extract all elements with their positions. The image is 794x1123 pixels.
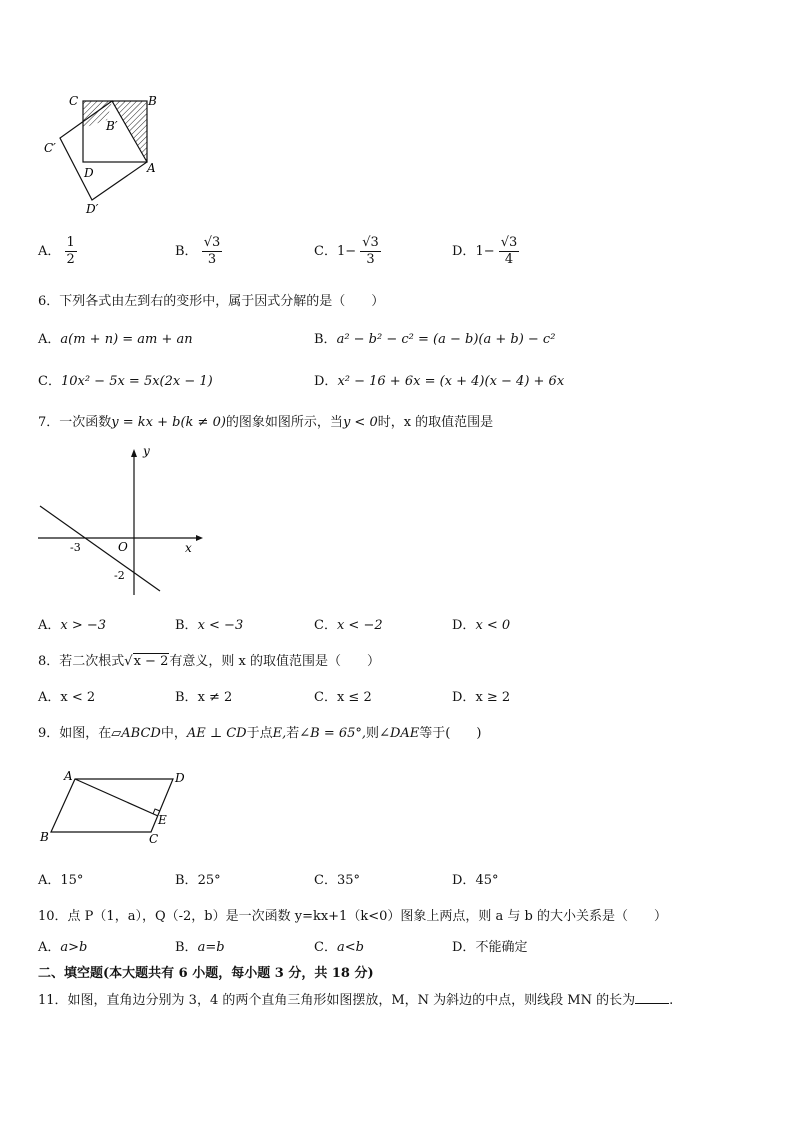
x-axis-label: x: [185, 541, 192, 555]
y-axis-label: y: [143, 445, 150, 458]
parallelogram-figure: [36, 768, 196, 848]
label-C: C: [149, 832, 159, 846]
q9-option-d[interactable]: D．45°: [452, 873, 499, 888]
q9-option-b[interactable]: B．25°: [175, 873, 221, 888]
square-rotation-figure: [40, 90, 170, 220]
q6-option-b[interactable]: B．a² − b² − c² = (a − b)(a + b) − c²: [314, 332, 556, 347]
y-intercept-label: -2: [114, 569, 125, 582]
answer-blank[interactable]: [635, 991, 669, 1004]
q6-option-c[interactable]: C．10x² − 5x = 5x(2x − 1): [38, 374, 213, 389]
label-D: D: [84, 166, 94, 180]
label-B: B: [40, 830, 49, 844]
label-D-prime: D′: [86, 202, 99, 216]
q7-option-a[interactable]: A．x > −3: [38, 618, 107, 633]
q6-option-d[interactable]: D．x² − 16 + 6x = (x + 4)(x − 4) + 6x: [314, 374, 565, 389]
q5-option-c[interactable]: C．1− $\frac{√3}{3}$: [314, 235, 379, 267]
q9-text: 9．如图，在▱ABCD中，AE ⊥ CD于点E,若∠B = 65°,则∠DAE等于( ): [38, 726, 482, 741]
q8-option-b[interactable]: B．x ≠ 2: [175, 690, 233, 705]
q5-option-b[interactable]: B． $\frac{√3}{3}$: [175, 235, 221, 267]
q9-option-a[interactable]: A．15°: [38, 873, 84, 888]
label-B: B: [148, 94, 157, 108]
q5-option-a[interactable]: A． $\frac{1}{2}$: [38, 235, 75, 267]
q9-option-c[interactable]: C．35°: [314, 873, 360, 888]
q6-option-a[interactable]: A．a(m + n) = am + an: [38, 332, 193, 347]
q10-option-b[interactable]: B．a=b: [175, 940, 225, 955]
q10-option-d[interactable]: D．不能确定: [452, 940, 528, 955]
label-D: D: [175, 771, 185, 785]
q7-option-c[interactable]: C．x < −2: [314, 618, 383, 633]
q5-option-d[interactable]: D．1− $\frac{√3}{4}$: [452, 235, 518, 267]
q7-option-d[interactable]: D．x < 0: [452, 618, 511, 633]
label-B-prime: B′: [106, 119, 118, 133]
q10-option-c[interactable]: C．a<b: [314, 940, 364, 955]
q7-option-b[interactable]: B．x < −3: [175, 618, 244, 633]
q8-text: 8．若二次根式√x − 2有意义，则 x 的取值范围是（ ）: [38, 654, 380, 669]
label-E: E: [158, 813, 167, 827]
q8-option-d[interactable]: D．x ≥ 2: [452, 690, 511, 705]
label-C: C: [69, 94, 79, 108]
origin-label: O: [118, 540, 128, 554]
q8-option-c[interactable]: C．x ≤ 2: [314, 690, 372, 705]
section-heading: 二、填空题(本大题共有 6 小题，每小题 3 分，共 18 分): [38, 966, 374, 981]
label-C-prime: C′: [44, 141, 56, 155]
x-intercept-label: -3: [70, 541, 81, 554]
q7-text: 7．一次函数y = kx + b(k ≠ 0)的图象如图所示，当y < 0时，x 的取值范围是: [38, 415, 494, 430]
q6-text: 6．下列各式由左到右的变形中，属于因式分解的是（ ）: [38, 294, 385, 309]
linear-function-graph: [36, 445, 206, 600]
q10-text: 10．点 P（1，a），Q（-2，b）是一次函数 y=kx+1（k<0）图象上两点，则 a 与 b 的大小关系是（ ）: [38, 909, 667, 924]
label-A: A: [64, 769, 73, 783]
label-A: A: [147, 161, 156, 175]
q11-text: 11．如图，直角边分别为 3，4 的两个直角三角形如图摆放，M，N 为斜边的中点，则线段 MN 的长为 .: [38, 993, 674, 1008]
q10-option-a[interactable]: A．a>b: [38, 940, 88, 955]
q8-option-a[interactable]: A．x < 2: [38, 690, 96, 705]
